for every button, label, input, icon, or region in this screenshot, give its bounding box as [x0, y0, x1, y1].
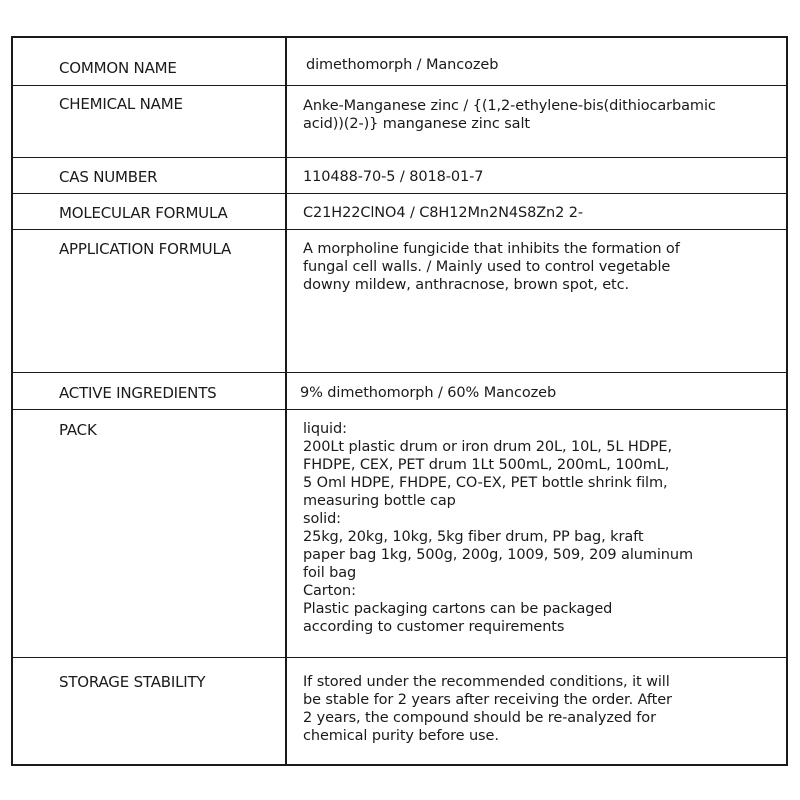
storage-stability-value	[303, 673, 781, 745]
value-line: dimethomorph / Mancozeb	[306, 57, 499, 73]
column-divider	[285, 410, 287, 657]
row-application-formula	[13, 229, 786, 372]
pack-label: PACK	[59, 421, 97, 439]
row-common-name	[13, 38, 786, 85]
molecular-formula-value	[303, 204, 781, 222]
molecular-formula-label: MOLECULAR FORMULA	[59, 204, 228, 222]
column-divider	[285, 230, 287, 372]
value-line: 9% dimethomorph / 60% Mancozeb	[300, 385, 557, 401]
value-line: A morpholine fungicide that inhibits the formation of	[303, 241, 680, 257]
value-line: according to customer requirements	[303, 619, 565, 635]
value-line: C21H22ClNO4 / C8H12Mn2N4S8Zn2 2-	[303, 205, 584, 221]
value-line: FHDPE, CEX, PET drum 1Lt 500mL, 200mL, 100mL,	[303, 457, 670, 473]
column-divider	[285, 658, 287, 764]
value-line: 25kg, 20kg, 10kg, 5kg fiber drum, PP bag, kraft	[303, 529, 644, 545]
value-line: be stable for 2 years after receiving the order. After	[303, 692, 672, 708]
row-chemical-name	[13, 85, 786, 157]
chemical-name-value	[303, 97, 781, 133]
value-line: 2 years, the compound should be re-analyzed for	[303, 710, 656, 726]
value-line: paper bag 1kg, 500g, 200g, 1009, 509, 209 aluminum	[303, 547, 693, 563]
value-line: If stored under the recommended conditions, it will	[303, 674, 670, 690]
value-line: measuring bottle cap	[303, 493, 456, 509]
value-line: solid:	[303, 511, 341, 527]
column-divider	[285, 38, 287, 85]
value-line: 200Lt plastic drum or iron drum 20L, 10L, 5L HDPE,	[303, 439, 672, 455]
pack-value	[303, 420, 781, 636]
row-pack	[13, 409, 786, 657]
product-spec-table	[11, 36, 788, 766]
value-line: Plastic packaging cartons can be packaged	[303, 601, 613, 617]
row-storage-stability	[13, 657, 786, 764]
value-line: liquid:	[303, 421, 347, 437]
column-divider	[285, 194, 287, 229]
storage-stability-label: STORAGE STABILITY	[59, 673, 206, 691]
common-name-label: COMMON NAME	[59, 59, 177, 77]
value-line: chemical purity before use.	[303, 728, 499, 744]
application-formula-value	[303, 240, 781, 294]
value-line: downy mildew, anthracnose, brown spot, etc.	[303, 277, 630, 293]
chemical-name-label: CHEMICAL NAME	[59, 95, 183, 113]
row-cas-number	[13, 157, 786, 193]
active-ingredients-label: ACTIVE INGREDIENTS	[59, 384, 217, 402]
application-formula-label: APPLICATION FORMULA	[59, 240, 232, 258]
row-molecular-formula	[13, 193, 786, 229]
value-line: foil bag	[303, 565, 357, 581]
value-line: Anke-Manganese zinc / {(1,2-ethylene-bis(dithiocarbamic	[303, 98, 716, 114]
value-line: fungal cell walls. / Mainly used to control vegetable	[303, 259, 671, 275]
value-line: 110488-70-5 / 8018-01-7	[303, 169, 484, 185]
column-divider	[285, 86, 287, 157]
value-line: acid))(2-)} manganese zinc salt	[303, 116, 530, 132]
value-line: Carton:	[303, 583, 356, 599]
row-active-ingredients	[13, 372, 786, 409]
common-name-value	[306, 56, 784, 74]
value-line: 5 Oml HDPE, FHDPE, CO-EX, PET bottle shrink film,	[303, 475, 668, 491]
column-divider	[285, 373, 287, 409]
cas-number-label: CAS NUMBER	[59, 168, 158, 186]
cas-number-value	[303, 168, 781, 186]
column-divider	[285, 158, 287, 193]
active-ingredients-value	[300, 384, 778, 402]
